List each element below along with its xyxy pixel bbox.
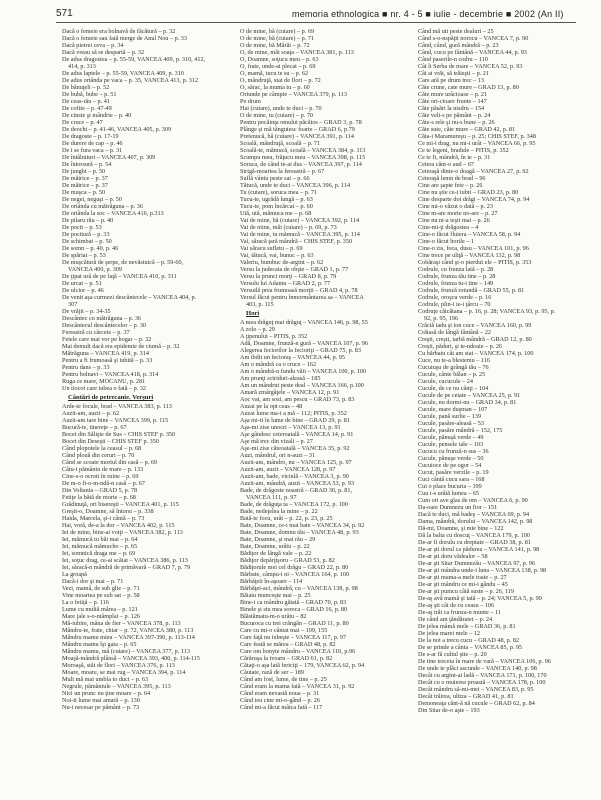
index-entry: De somn – p. 40, p. 46 (62, 245, 119, 252)
index-entry: Codrule, plin-i ie-i ţârcu – 70 (418, 301, 491, 308)
index-entry: Cucule, mare duşman – 107 (418, 406, 488, 413)
index-entry: Când mă uit peste dealuri – 25 (418, 28, 494, 35)
index-entry: De cruce – p. 47 (62, 119, 103, 126)
index-entry: Fereastră cu cârceie – p. 37 (62, 329, 130, 336)
index-entry: Am o mândră-n fundu văii – VANCEA 100, p. 100 (240, 368, 367, 375)
index-entry: Cine nu ni-a ieşit mai – p. 26 (418, 217, 490, 224)
index-entry: Bucură-te, tinereţe – p. 67 (62, 424, 127, 431)
index-entry: Adă, Doamne, frunză-n gură – VANCEA 107, p. 96 (240, 340, 368, 347)
index-entry: A zolo – p. 29 (240, 326, 275, 333)
index-entry: Bucuroca cu trei crăngăn – GRAD 11, p. 80 (240, 620, 349, 627)
index-entry: Versuilă prea frumoasă morţii – GRAD 4, p. 78 (240, 287, 358, 294)
index-entry: Fetiţe la bătă de morte – p. 68 (62, 494, 136, 501)
index-entry: Cât îi Serba de mare – VANCEA 52, p. 93 (418, 63, 523, 70)
index-entry: Căte sute, căte mure – GRAD 42, p. 81 (418, 126, 516, 133)
index-entry: Aşa-mi zise unocri – VANCEA 13, p. 91 (240, 424, 341, 431)
index-entry: De deochi – p. 41-46, VANCEA 405, p. 309 (62, 126, 172, 133)
index-entry: Amară zmârgăţele – VANCEA 12, p. 91 (240, 389, 340, 396)
index-entry: De s-ar fă cultul ştie – p. 20 (418, 651, 487, 658)
index-entry: Când paserile-n codru – 110 (418, 56, 488, 63)
index-entry: De tine treceta în mare de vară – VANCEA 106, p. 96 (418, 658, 551, 665)
index-entry: Cuci cântă cucu sara – 168 (418, 476, 485, 483)
index-entry: Auzit-am, mândră, auzit – VANCEA 53, p. 93 (240, 480, 355, 487)
index-entry: Vezi, mamă, de sub glie – p. 71 (62, 585, 140, 592)
index-entry: Scoală, mândruţă, scoală – p. 71 (240, 140, 321, 147)
index-entry: De schimbat – p. 50 (62, 238, 112, 245)
index-entry: Care feată se mărea – GRAD 48, p. 82 (240, 641, 336, 648)
index-entry: O de mine, tu (cutare) – p. 70 (240, 112, 314, 119)
section-heading: Hori (246, 310, 260, 317)
index-entry: O de mine, bă (cutare) – p. 69 (240, 28, 315, 35)
index-entry: Dacă o femeie sau fată merge de Anul Nou – p. 33 (62, 35, 187, 42)
index-entry: Cine desparte doi drăgi – VANCEA 74, p. 94 (418, 196, 530, 203)
index-entry: Aşe-mi zise căteoatală – VANCEA 35, p. 92 (240, 445, 350, 452)
index-entry: De venit aşa curmezi descântecele – VANCEA 404, p. (62, 294, 197, 301)
page-number: 571 (56, 8, 73, 19)
index-entry: Iei, mămucă tu băi mai – p. 64 (62, 536, 138, 543)
index-entry: O, frate, unde-ai plecat – p. 69 (240, 63, 316, 70)
index-entry: Codrule, oroşcu verde – p. 16 (418, 294, 492, 301)
index-entry: Bărbate, câmpu-i ni – VANCEA 164, p. 100 (240, 571, 350, 578)
index-entry: Mătrăguna – VANCEA 419, p. 314 (62, 350, 149, 357)
index-entry: Vai, săracă ţară mândră – CHIS STEF, p. 350 (240, 238, 353, 245)
index-entry: Cucule, pasăre mândră – 152, 175 (418, 427, 503, 434)
index-entry: Dacă te duci, mă badeş – VANCEA 69, p. 94 (418, 511, 530, 518)
index-entry: A mea drăguţ mai drăguţ – VANCEA 146, p. 98, 55 (240, 319, 368, 326)
index-entry: Binele şi stu mea soroca – GRAD 16, p. 80 (240, 606, 348, 613)
index-entry: La o fetiţă – p. 116 (62, 599, 109, 606)
index-entry: Dacă pietrei ceva – p. 34 (62, 42, 124, 49)
index-entry: Greşit-o, Doamne, să întorsi – p. 338 (62, 508, 154, 515)
index-entry: Cobăraşi când şi-o pierdut ele – PITIS, p. 353 (418, 259, 532, 266)
index-entry: Ruga ce mare, MOCANU, p. 281 (62, 378, 146, 385)
index-column-1 (62, 28, 226, 792)
index-entry: De-ar şti mama-a mele toate – p. 27 (418, 574, 507, 581)
index-column-3 (418, 28, 582, 792)
index-entry: De ulcior – p. 46 (62, 287, 104, 294)
index-entry: O, sărac, la munta tu – p. 60 (240, 84, 310, 91)
index-entry: Grădinuţă, ori bisereşti – VANCEA 401, p. 115 (62, 501, 179, 508)
index-entry: Noi-ti lume mai amară – p. 130 (62, 697, 140, 704)
index-entry: Cine-o zis, foca, dusu – VANCEA 101, p. 96 (418, 245, 529, 252)
index-entry: Când, când, gură mândră – p. 23 (418, 42, 499, 49)
index-entry: Scumpu meu, frăţucu meu – VANCEA 398, p. 115 (240, 154, 366, 161)
index-entry: Cine-o făcut horile – 1 (418, 238, 475, 245)
index-entry: Căte mure urâcioase – p. 21 (418, 91, 488, 98)
index-entry: Pentru dans – p. 33 (62, 364, 110, 371)
index-entry: Cucule de pe cetate – VANCEA 25, p. 91 (418, 392, 521, 399)
index-entry: Dama, mândră, dorului – VANCEA 142, p. 98 (418, 518, 533, 525)
index-entry: De i se fura vaca – p. 31 (62, 147, 123, 154)
index-entry: Cine trece pe uliţă – VANCEA 132, p. 98 (418, 252, 521, 259)
index-entry: Când, cucu pe fântână – VANCEA 44, p. 93 (418, 49, 527, 56)
index-entry: Câtu-i pământu de mare – p. 133 (62, 466, 144, 473)
index-entry: Căte păsări la nisdru – 154 (418, 105, 485, 112)
index-entry: Mai demult dacă era epidemie de ciumă – p. 32 (62, 343, 180, 350)
index-entry: Lume cu multă mărea – p. 121 (62, 606, 138, 613)
index-entry: De cofite – p. 47-49 (62, 105, 112, 112)
index-entry: 307 (68, 301, 78, 308)
index-entry: Când mi-a făcut mâica fată – 117 (240, 704, 323, 711)
index-entry: Arde-te focule, brad – VANCEA 383, p. 113 (62, 403, 172, 410)
index-entry: Bărbăţei-aci, mândră, cu – VANCEA 138, p. 98 (240, 585, 358, 592)
index-columns (62, 28, 582, 792)
index-entry: Cine are şapte fete – p. 26 (418, 182, 483, 189)
index-entry: Moaşă-mândră plânsă – VANCEA 393, 400, p. 114-115 (62, 655, 200, 662)
index-entry: Când se scoate mortul din casă – p. 69 (62, 459, 158, 466)
index-entry: Cetera cânt-o aud – 67 (418, 161, 475, 168)
index-entry: De-ar şti doru vădealor – 58 (418, 553, 488, 560)
index-entry: Valeriu, bumbuc de-argint – p. 62 (240, 259, 324, 266)
index-entry: De adus ortânda pe vaca – p. 35, VANCEA 413, p. 312 (62, 77, 199, 84)
index-entry: Cine-mi-ţi drăgostea – 4 (418, 224, 479, 231)
index-entry: Tu (cutare), soruca mea – p. 71 (240, 189, 318, 196)
index-entry: Cucule, de ce nu cânţi – 104 (418, 385, 489, 392)
index-entry: De întorsură – p. 54 (62, 161, 112, 168)
index-entry: Bocet din Deseşti – CHIS STEF p. 350 (62, 438, 159, 445)
index-entry: Cu bărbatu cât am stat – VANCEA 174, p. 100 (418, 350, 534, 357)
index-entry: Când eram nevastă noua – p. 31 (240, 690, 320, 697)
index-entry: Moare, moare, se mai rug – VANCEA 394, p. 114 (62, 669, 186, 676)
index-entry: Dacă-i dor şi mai – p. 71 (62, 578, 124, 585)
index-entry: Dacă o femeie era bolnavă de făcătură – p. 32 (62, 28, 176, 35)
index-entry: Descântecul descântecelor – p. 30 (62, 322, 147, 329)
index-entry: De pilaru rău – p. 40 (62, 217, 114, 224)
index-entry: Vai de mine, tu mămucă – VANCEA 395, p. 114 (240, 231, 360, 238)
index-entry: De-ar fi dorulu cu dreptate – GRAD 38, p. 81 (418, 539, 531, 546)
index-entry: Vai de mine, măi (cutare) – p. 69, p. 73 (240, 224, 337, 231)
index-entry: Nu-i necesar pe pământ – p. 73 (62, 704, 140, 711)
index-entry: Căte crune, cate mure – GRAD 13, p. 80 (418, 84, 519, 91)
index-entry: Aoc vai, am sosi, am pescu – GRAD 73, p. 83 (240, 396, 355, 403)
index-entry: Cine-s-o ocroti în ruine – p. 69 (62, 473, 139, 480)
index-entry: Moroaşă, stăt de flori – VANCEA 376, p. 113 (62, 662, 175, 669)
index-entry: De mătrice – p. 37 (62, 175, 108, 182)
index-entry: O, de mine, măi soaţa – VANCEA 381, p. 113 (240, 49, 354, 56)
index-entry: Vai săracu sufletu – p. 69 (240, 245, 303, 252)
index-entry: Dacă vreau să se despartă – p. 32 (62, 49, 145, 56)
index-entry: Codrule, frunza tău tine – p. 28 (418, 273, 496, 280)
index-entry: Hai (cutare), unde te duci – p. 70 (240, 105, 322, 112)
index-entry: Cucucu cu frunză-n sus – 36 (418, 448, 489, 455)
index-entry: Ce te legeni, bradule – PITIS, p. 352 (418, 147, 509, 154)
index-entry: Codrule, cu frunza lată – p. 28 (418, 266, 494, 273)
index-entry: Tătucă, unde te duci – VANCEA 396, p. 114 (240, 182, 351, 189)
index-entry: Cucuiuşu de grângă tău – 76 (418, 364, 489, 371)
index-entry: 414, p. 313 (68, 63, 96, 70)
index-entry: Da-oare Dumnezu un fior – 151 (418, 504, 498, 511)
index-entry: De-ar şti Sitar Dumnezău – VANCEA 97, p. 96 (418, 560, 535, 567)
index-entry: Căte ori-cioare frunte – 147 (418, 98, 487, 105)
index-entry: Bocet din Sălişte de Sus – CHIS STEF p. 350 (62, 431, 176, 438)
index-entry: Am un mândrut peste deal – VANCEA 166, p.100 (240, 382, 364, 389)
index-entry: Alegerea feciorilor la fecioriţi – GRAD 75, p. 83 (240, 347, 361, 354)
index-entry: Versulu lui Adamu – GRAD 2, p. 77 (240, 280, 331, 287)
index-entry: Care cu mi-o cântat mai – 109, 155 (240, 627, 328, 634)
index-entry: Aşa mi-ti în lume de bine – GRAD 29, p. 81 (240, 417, 350, 424)
index-entry: Oriunde pe câmpie – VANCEA 379, p. 113 (240, 91, 347, 98)
index-entry: De ortânda la soc – VANCEA 416, p.313 (62, 210, 164, 217)
index-entry: Când s-o-nspăţit norocu – VANCEA 7, p. 90 (418, 35, 529, 42)
index-entry: Bate, Doamne, şi mai rău – 29 (240, 536, 316, 543)
index-entry: Cuce, nu te-a blestemu – 116 (418, 357, 490, 364)
index-entry: Bate, Doamne, domnu tău – VANCEA 48, p. 93 (240, 529, 359, 536)
index-entry: VANCEA 111, p. 97 (246, 494, 297, 501)
index-entry: De junghi – p. 50 (62, 168, 106, 175)
index-entry: Strigă-moartea la fereastră – p. 67 (240, 168, 325, 175)
index-entry: Ce mi-i drag, nu mi-i urât – VANCEA 66, p. 95 (418, 140, 536, 147)
index-entry: Căte-s rele şi nu-s bune – p. 26 (418, 119, 495, 126)
index-entry: Cine m-are morte no-are – p. 27 (418, 210, 498, 217)
index-entry: De muşca – p. 50 (62, 189, 106, 196)
index-entry: Băiatu munceşte mai – p. 25 (240, 592, 311, 599)
index-entry: De durere de cap – p. 46 (62, 140, 123, 147)
index-entry: Cucut, pasăre verzile – p. 19 (418, 469, 489, 476)
index-entry: Cât ai vrăi, să trăieşti – p. 21 (418, 70, 489, 77)
index-entry: Cuu i-s urâtă lumea – 65 (418, 490, 480, 497)
index-entry: Descântec cu mătrăguna – p. 36 (62, 315, 142, 322)
index-entry: De-ar şti mândra unde-i luna – VANCEA 138, p. 98 (418, 567, 547, 574)
index-entry: Cum ori ave glas de om – VANCEA 6, p. 90 (418, 497, 528, 504)
index-entry: Ceteraşă lemn de brad – 96 (418, 175, 486, 182)
index-entry: Cucuioce de pe ogor – 54 (418, 462, 482, 469)
index-entry: Creşti, păduri, şi te-ndoaie – p. 26 (418, 343, 503, 350)
index-entry: Decât cu argint-ai ladă – VANCEA 171, p. 100, 170 (418, 672, 547, 679)
index-entry: De negei, neguşi – p. 50 (62, 196, 122, 203)
journal-title: memoria ethnologica ■ nr. 4 - 5 ■ iulie - decembrie ■ 2002 (An II) (292, 9, 564, 19)
index-entry: Când plopotele la ceasul – p. 68 (62, 445, 142, 452)
index-entry: De-aş avă mamă şi tată – p. 24; VANCEA 5, p. 90 (418, 595, 542, 602)
index-entry: Crăiasă de lângă fântână – 22 (418, 329, 492, 336)
index-entry: De unde te plăci ascunde – VANCEA 140, p. 98 (418, 665, 537, 672)
index-entry: Cucule, pasăre-aleasă – 53 (418, 420, 484, 427)
index-entry: Am ibdit un fecioraş – VANCEA 44, p. 95 (240, 354, 345, 361)
index-entry: Căte veli-s pe pământ – p. 24 (418, 112, 491, 119)
index-entry: Decât mândru să-mi-mei – VANCEA 83, p. 95 (418, 686, 534, 693)
index-entry: Vai de mine, bă (cutare) – VANCEA 392, p. 114 (240, 217, 360, 224)
index-entry: Codrule, frunză rotundă – GRAD 55, p. 81 (418, 287, 525, 294)
index-entry: Cucule, pană surlie – 139 (418, 413, 482, 420)
index-entry: De se prinde a cânta – VANCEA 85, p. 95 (418, 644, 523, 651)
index-entry: De pocitură – p. 33 (62, 231, 110, 238)
index-entry: Iei, soţuc drag, ce-ai scăiat – VANCEA 386, p. 113 (62, 557, 188, 564)
index-entry: Ceteraşă dinte-o doagă – VANCEA 27, p. 92 (418, 168, 529, 175)
index-entry: 92, p. 95, 196 (424, 315, 459, 322)
index-entry: Cucule, cânte bălan – p. 25 (418, 371, 486, 378)
index-entry: Bate, Doamne, ce-i mai bate – VANCEA 34, p. 92 (240, 522, 365, 529)
index-entry: Un tiocot care iubea o fată – p. 32 (62, 385, 147, 392)
index-entry: De spăriat – p. 53 (62, 252, 106, 259)
index-entry: De bubă, bube – p. 51 (62, 91, 117, 98)
index-entry: Versu la prunci morţi – GRAD 8, p. 79 (240, 273, 337, 280)
index-entry: Căta-i Maramureşu – p. 25; CHIS STEF, p. 348 (418, 133, 536, 140)
index-entry: Tucu-te, ugrădă lungă – p. 63 (240, 196, 313, 203)
index-entry: Auzai pe la opt ceas – 48 (240, 403, 303, 410)
index-entry: Cine mi-o văzut o dată – p. 23 (418, 203, 493, 210)
index-entry: Auzit-am tare bine – VANCEA 399, p. 115 (62, 417, 169, 424)
index-entry: Bădiţorule mei cel drăgu – GRAD 22, p. 80 (240, 564, 349, 571)
index-entry: De-aş trăi ca frunza-n munte – 11 (418, 609, 501, 616)
index-entry: Vine moartea pe sub sat – p. 58 (62, 592, 140, 599)
index-column-2 (240, 28, 404, 792)
index-entry: Bată-te focu, urât – p. 22, p. 23, p. 25 (240, 515, 333, 522)
index-entry: Bărbăţeii în-aşoare – 114 (240, 578, 303, 585)
index-entry: La groapă (62, 571, 87, 578)
index-entry: De ceas-rău – p. 41 (62, 98, 110, 105)
index-entry: De muşcătură de şerpe, de nevăstuică – p. 59-60, (62, 259, 184, 266)
index-entry: De jelea marei mele – 12 (418, 630, 481, 637)
index-entry: Dă la balta cu doscuţ – VANCEA 179, p. 100 (418, 532, 530, 539)
index-entry: Fetele care mai vor pe hogar – p. 32 (62, 336, 152, 343)
index-entry: De ortânda cu mătrăguna – p. 36 (62, 203, 143, 210)
index-entry: Suflă vântu peste sat – p. 66 (240, 175, 310, 182)
index-entry: Pretenucă, bă (cutare) – VANCEA 391, p. 114 (240, 133, 354, 140)
index-entry: Negrule, pământule – VANCEA 395, p. 113 (62, 683, 171, 690)
index-entry: Mare jale s-o-ntâmplat – p. 126 (62, 613, 141, 620)
index-entry: Pe drum (240, 98, 261, 105)
index-entry: Bădiţor depărţişoru – GRAD 53, p. 82 (240, 557, 335, 564)
index-entry: De cinste şi mândrie – p. 40 (62, 112, 132, 119)
index-entry: De urcat – p. 51 (62, 280, 102, 287)
index-entry: Bădiţor de lângă vale – p. 22 (240, 550, 312, 557)
index-entry: Cucule, cucucule – 24 (418, 378, 473, 385)
index-entry: De m-o fi-o-m-ndă-n casă – p. 67 (62, 480, 145, 487)
index-entry: Codrule, frunza tu-i tine – 149 (418, 280, 494, 287)
index-entry: Hai, voră, de-a la dor – VANCEA 402, p. 115 (62, 522, 175, 529)
index-entry: Auzit-am, auzit – VANCEA 128, p. 97 (240, 466, 336, 473)
index-entry: De-ar şti mândru ce mi-i gându – 45 (418, 581, 508, 588)
index-entry: O de mine, bă Mărăi – p. 72 (240, 42, 310, 49)
index-entry: Auzit-am, mândro, nu – VANCEA 125, p. 97 (240, 459, 352, 466)
index-entry: Bade, nedeţelea la mine – p. 22 (240, 508, 318, 515)
index-entry: Nici un prunc nu ţine moare – p. 64 (62, 690, 151, 697)
index-entry: Ce te fi, mândră, în ie – p. 31 (418, 154, 491, 161)
index-entry: De când am ţăndăraiet – p. 24 (418, 616, 493, 623)
index-entry: Pentru a fi frumoasă şi iubită – p. 33 (62, 357, 153, 364)
index-entry: Mândru mamu, mă (cutare) – VANCEA 377, p. 113 (62, 648, 190, 655)
index-entry: Blăstămatu-m-o urâtu – 82 (240, 613, 307, 620)
index-entry: Iei, somnică draga me – p. 69 (62, 550, 136, 557)
index-entry: Cărăruşa la ivoaru – GRAD 61, p. 82 (240, 655, 333, 662)
index-entry: Versul făcut pentru înmormântarea sa – VANCEA (240, 294, 364, 301)
index-entry: Cătaţi-o aşa lată fericiţi – 179, VANCEA 62, p. 94 (240, 662, 365, 669)
index-entry: Cine nu ştie ce-i iubit – GRAD 23, p. 80 (418, 189, 519, 196)
index-entry: Vai, tătucă, vai, bunuc – p. 63 (240, 252, 314, 259)
running-header (56, 6, 576, 23)
index-entry: Ută, ută, mămuca me – p. 68 (240, 210, 312, 217)
index-entry: VANCEA 400, p. 309 (68, 266, 123, 273)
index-entry: Care faţă nu iubeşte – VANCEA 117, p. 97 (240, 634, 347, 641)
index-entry: Mă-iubire, mâna de fier – VANCEA 378, p. 113 (62, 620, 181, 627)
index-entry: Auzi, mândrul, ori n-auzi – 31 (240, 452, 316, 459)
index-entry: Cucule, pănuşă verde – 49 (418, 434, 484, 441)
index-entry: Cine-o făcut fluiera – VANCEA 58, p. 94 (418, 231, 521, 238)
index-entry: O de mine, bă (cutare) – p. 71 (240, 35, 315, 42)
index-entry: Auzit-am, auzit – p. 62 (62, 410, 120, 417)
index-entry: Când plouă din ceruri – p. 70 (62, 452, 135, 459)
index-entry: De-aş şti cât de cu ceasu – 106 (418, 602, 495, 609)
index-entry: De bănuţeli – p. 52 (62, 84, 110, 91)
index-entry: Iei, săracă-n mândră de primăvară – GRAD 7, p. 79 (62, 564, 191, 571)
index-entry: Care om bonyte mândru – VANCEA 110, p.96 (240, 648, 356, 655)
index-entry: Pentru pocăinţa omului păcătos – GRAD 3, p. 78 (240, 119, 362, 126)
index-entry: Cui o place bucuria – 199 (418, 483, 482, 490)
index-entry: De pocit – p. 53 (62, 224, 102, 231)
section-heading: Cântări de petrecanie. Verşuri (68, 394, 154, 401)
index-entry: Iei, mămucă mămucho – p. 65 (62, 543, 138, 550)
index-entry: Când eram la mama fată – VANCEA 31, p. 92 (240, 683, 355, 690)
index-entry: Mândru mamu mieu – VANCEA 397-390, p. 113-114 (62, 634, 195, 641)
index-entry: A ţipenului – PITIS, p. 352 (240, 333, 308, 340)
index-entry: Mândru-te, frate, chiar – p. 72, VANCEA 380, p. 113 (62, 627, 194, 634)
index-entry: Iei de mine, bine-ai voiţi – VANCEA 382, p. 113 (62, 529, 183, 536)
index-entry: Când ieu cine mi-o-gând – p. 26 (240, 697, 320, 704)
index-entry: De adus dragostea – p. 55-59, VANCEA 409, p. 310, 412, (62, 56, 206, 63)
index-entry: Scoală-te, mămucă, scoală – VANCEA 384, p. 113 (240, 147, 366, 154)
index-entry: De vrăjit – p. 34-35 (62, 308, 111, 315)
index-entry: Am prunţi sciriduri-aleasă – 185 (240, 375, 321, 382)
index-entry: Căutate, rază de ser – 189 (240, 669, 304, 676)
index-entry: De-ar şti pumcu câtă suste – p. 26, 119 (418, 588, 514, 595)
index-entry: Din Voltania – GRAD 5, p. 78 (62, 487, 138, 494)
index-entry: Cucule, pensele tale – 103 (418, 441, 484, 448)
index-entry: Mult mă mai umbla to duci – p. 63 (62, 676, 149, 683)
index-entry: O, Doamne, soţucu meu – p. 63 (240, 56, 319, 63)
index-entry: De jelea mâmă mele – GRAD 36, p. 81 (418, 623, 516, 630)
index-entry: Pentru bolnavi – VANCEA 418, p. 314 (62, 371, 159, 378)
index-entry: O, mamă, tucu te su – p. 62 (240, 70, 309, 77)
index-entry: Dă-mi, Doamne, şi mie bine – 122 (418, 525, 504, 532)
index-entry: Demoneaţa cânt-ă nă cucule – GRAD 62, p. 84 (418, 700, 535, 707)
index-entry: De mătrice – p. 37 (62, 182, 108, 189)
index-entry: Decât cu o muierea proastă – VANCEA 178, p. 100 (418, 679, 546, 686)
index-entry: Decât trăirea, ulitza – GRAD 41, p. 81 (418, 693, 514, 700)
index-entry: De întâlnituri – VANCEA 407, p. 309 (62, 154, 156, 161)
index-entry: Cucule, nu dormi-nu – GRAD 34, p. 81 (418, 399, 517, 406)
index-entry: Bine-i ca mândru gătată – GRAD 70, p. 83 (240, 599, 347, 606)
index-entry: Codruţe cătcătana – p. 16, p. 28; VANCEA 93, p. 95, p. (418, 308, 556, 315)
index-entry: O, mândruţă, stat de flori – p. 72 (240, 77, 321, 84)
index-entry: Mândru mamu îşi gata – p. 65 (62, 641, 137, 648)
index-entry: Din Sitar de-o aşte – 193 (418, 707, 480, 714)
index-entry: Versu la judecata de obşte – GRAD 1, p. 77 (240, 266, 349, 273)
index-entry: Auzit-am, bade, vicinlă – VANCEA 3, p. 90 (240, 473, 349, 480)
index-entry: Haida, Marcela, şi-i cântă – p. 73 (62, 515, 145, 522)
index-entry: Tucu-te, pom încărcat – p. 60 (240, 203, 313, 210)
index-entry: Aşe gândesc ceteroatală – VANCEA 14, p. 91 (240, 431, 354, 438)
index-entry: Aşe mă trec din vizali – p. 27 (240, 438, 313, 445)
index-entry: De la noi a trecu cucu – GRAD 48, p. 82 (418, 637, 520, 644)
index-entry: De ţipat urâ de pe faţă – VANCEA 410, p. 311 (62, 273, 177, 280)
index-entry: Când am fost, lume, de tine – p. 25 (240, 676, 327, 683)
index-entry: Auzai lume ma-i a mă – 112; PITIS, p. 352 (240, 410, 347, 417)
index-entry: De adus laptele – p. 55-59, VANCEA 409, p. 310 (62, 70, 184, 77)
index-entry: Bade, de drăgoste noastră – GRAD 30, p. 81, (240, 487, 353, 494)
index-entry: Plânge şi mă tânguiesc foarte – GRAD 6, p.79 (240, 126, 355, 133)
index-entry: Crăciă iadu şi ion cuce – VANCEA 160, p. 99 (418, 322, 532, 329)
index-entry: Care ară pe drum trec – 13 (418, 77, 484, 84)
index-entry: Creşti, creşti, iarbă mândră – GRAD 12, p. 80 (418, 336, 532, 343)
index-entry: 403, p. 115 (246, 301, 274, 308)
index-entry: Soruca, de când te-ai dus – VANCEA 397, p. 114 (240, 161, 362, 168)
index-entry: De dragoste – p. 17-19 (62, 133, 119, 140)
index-entry: Cucule, pănuşe verde – 50 (418, 455, 484, 462)
index-entry: De-ar şti dorul ca pădurea – VANCEA 141, p. 98 (418, 546, 540, 553)
index-entry: Am o mândră ca o cruce – 162 (240, 361, 317, 368)
index-entry: Bade, de drăguţa ta – VANCEA 172, p. 100 (240, 501, 348, 508)
index-entry: Bate, Doamne, urâtu – p. 22 (240, 543, 310, 550)
